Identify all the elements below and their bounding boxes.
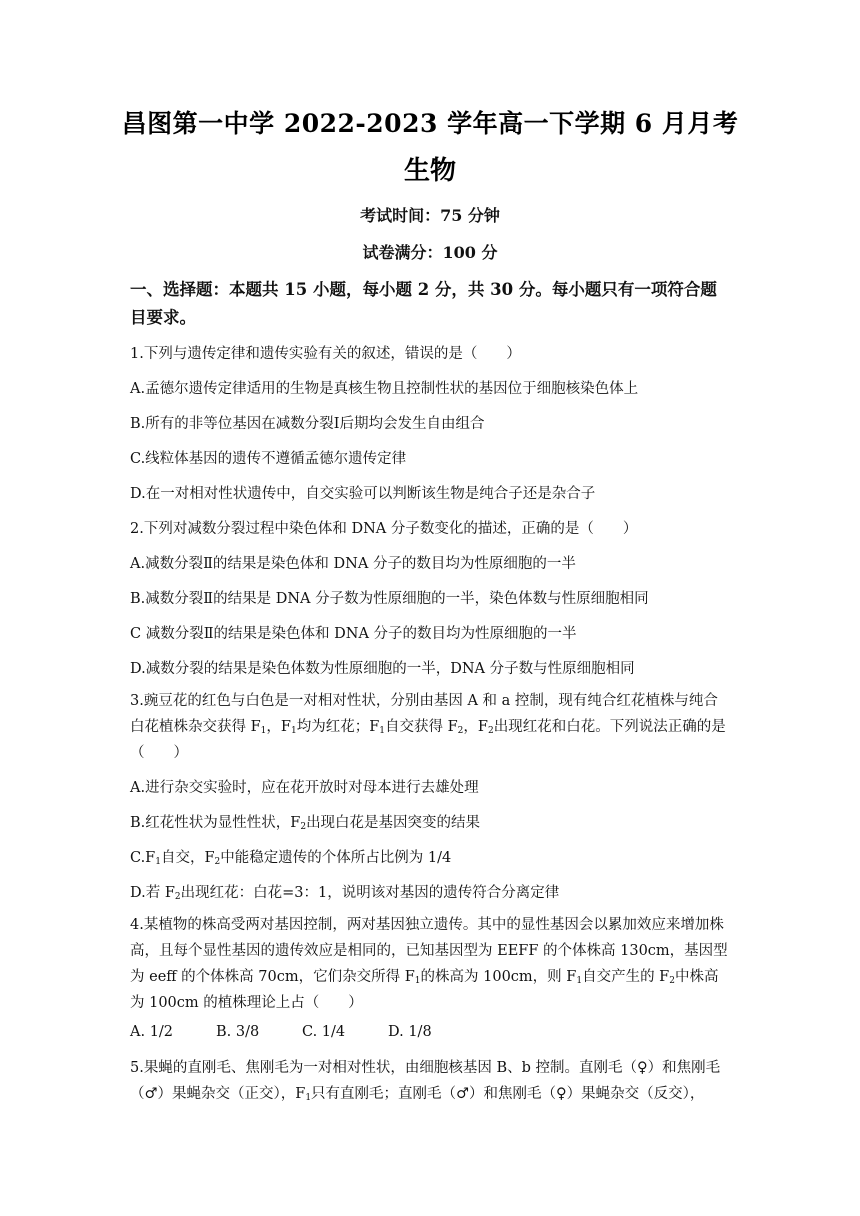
q4-stem: 4.某植物的株高受两对基因控制，两对基因独立遗传。其中的显性基因会以累加效应来增加株高，且每个显性基因的遗传效应是相同的，已知基因型为 EEFF 的个体株高 130cm，基因型为 eeff 的个体株高 70cm，它们杂交所得 $F_1$的株高为 100cm，则 $F_1$自交产生的 $F_2$中株高为 100cm 的植株理论上占（ ） <box>130 917 728 1011</box>
q3-option-d: D.若 $F_2$出现红花：白花=3：1，说明该对基因的遗传符合分离定律 <box>130 885 560 902</box>
q1-option-a: A.孟德尔遗传定律适用的生物是真核生物且控制性状的基因位于细胞核染色体上 <box>130 381 639 397</box>
q4-option-c: C. 1/4 <box>302 1024 346 1040</box>
q3-option-a: A.进行杂交实验时，应在花开放时对母本进行去雄处理 <box>130 780 479 796</box>
q1-stem: 1.下列与遗传定律和遗传实验有关的叙述，错误的是（ ） <box>130 346 521 362</box>
exam-title: 昌图第一中学 2022-2023 学年高一下学期 6 月月考 <box>121 109 739 138</box>
q1-option-d: D.在一对相对性状遗传中，自交实验可以判断该生物是纯合子还是杂合子 <box>130 486 596 502</box>
section-heading: 一、选择题：本题共 15 小题，每小题 2 分，共 30 分。每小题只有一项符合题目要求。 <box>130 280 717 327</box>
q3-option-c: $C.F_1$自交，$F_2$中能稳定遗传的个体所占比例为 1/4 <box>130 850 452 867</box>
q2-option-b: B.减数分裂Ⅱ的结果是 DNA 分子数为性原细胞的一半，染色体数与性原细胞相同 <box>130 591 649 607</box>
q3-stem: 3.豌豆花的红色与白色是一对相对性状，分别由基因 A 和 a 控制，现有纯合红花植株与纯合白花植株杂交获得 $F_1$，$F_1$均为红花；$F_1$自交获得 $F_2$，$F_2$出现红花和白花。下列说法正确的是（ ） <box>130 693 726 761</box>
q5-stem: 5.果蝇的直刚毛、焦刚毛为一对相对性状，由细胞核基因 B、b 控制。直刚毛（♀）和焦刚毛（♂）果蝇杂交（正交），$F_1$只有直刚毛；直刚毛（♂）和焦刚毛（♀）果蝇杂交（反交）， <box>130 1060 721 1103</box>
q4-option-a: A. 1/2 <box>130 1024 174 1040</box>
q2-option-a: A.减数分裂Ⅱ的结果是染色体和 DNA 分子的数目均为性原细胞的一半 <box>130 556 576 572</box>
q2-option-c: C 减数分裂Ⅱ的结果是染色体和 DNA 分子的数目均为性原细胞的一半 <box>130 626 577 642</box>
q4-options <box>130 1024 730 1040</box>
q3-option-b: B.红花性状为显性性状，$F_2$出现白花是基因突变的结果 <box>130 815 481 832</box>
q4-option-d: D. 1/8 <box>388 1024 432 1040</box>
subject-title: 生物 <box>403 156 456 186</box>
exam-score: 试卷满分：100 分 <box>362 243 498 262</box>
q4-option-b: B. 3/8 <box>216 1024 260 1040</box>
exam-time: 考试时间：75 分钟 <box>360 206 500 225</box>
q1-option-c: C.线粒体基因的遗传不遵循孟德尔遗传定律 <box>130 451 407 467</box>
q2-stem: 2.下列对减数分裂过程中染色体和 DNA 分子数变化的描述，正确的是（ ） <box>130 521 638 537</box>
q2-option-d: D.减数分裂的结果是染色体数为性原细胞的一半，DNA 分子数与性原细胞相同 <box>130 661 635 677</box>
q1-option-b: B.所有的非等位基因在减数分裂Ⅰ后期均会发生自由组合 <box>130 416 485 432</box>
